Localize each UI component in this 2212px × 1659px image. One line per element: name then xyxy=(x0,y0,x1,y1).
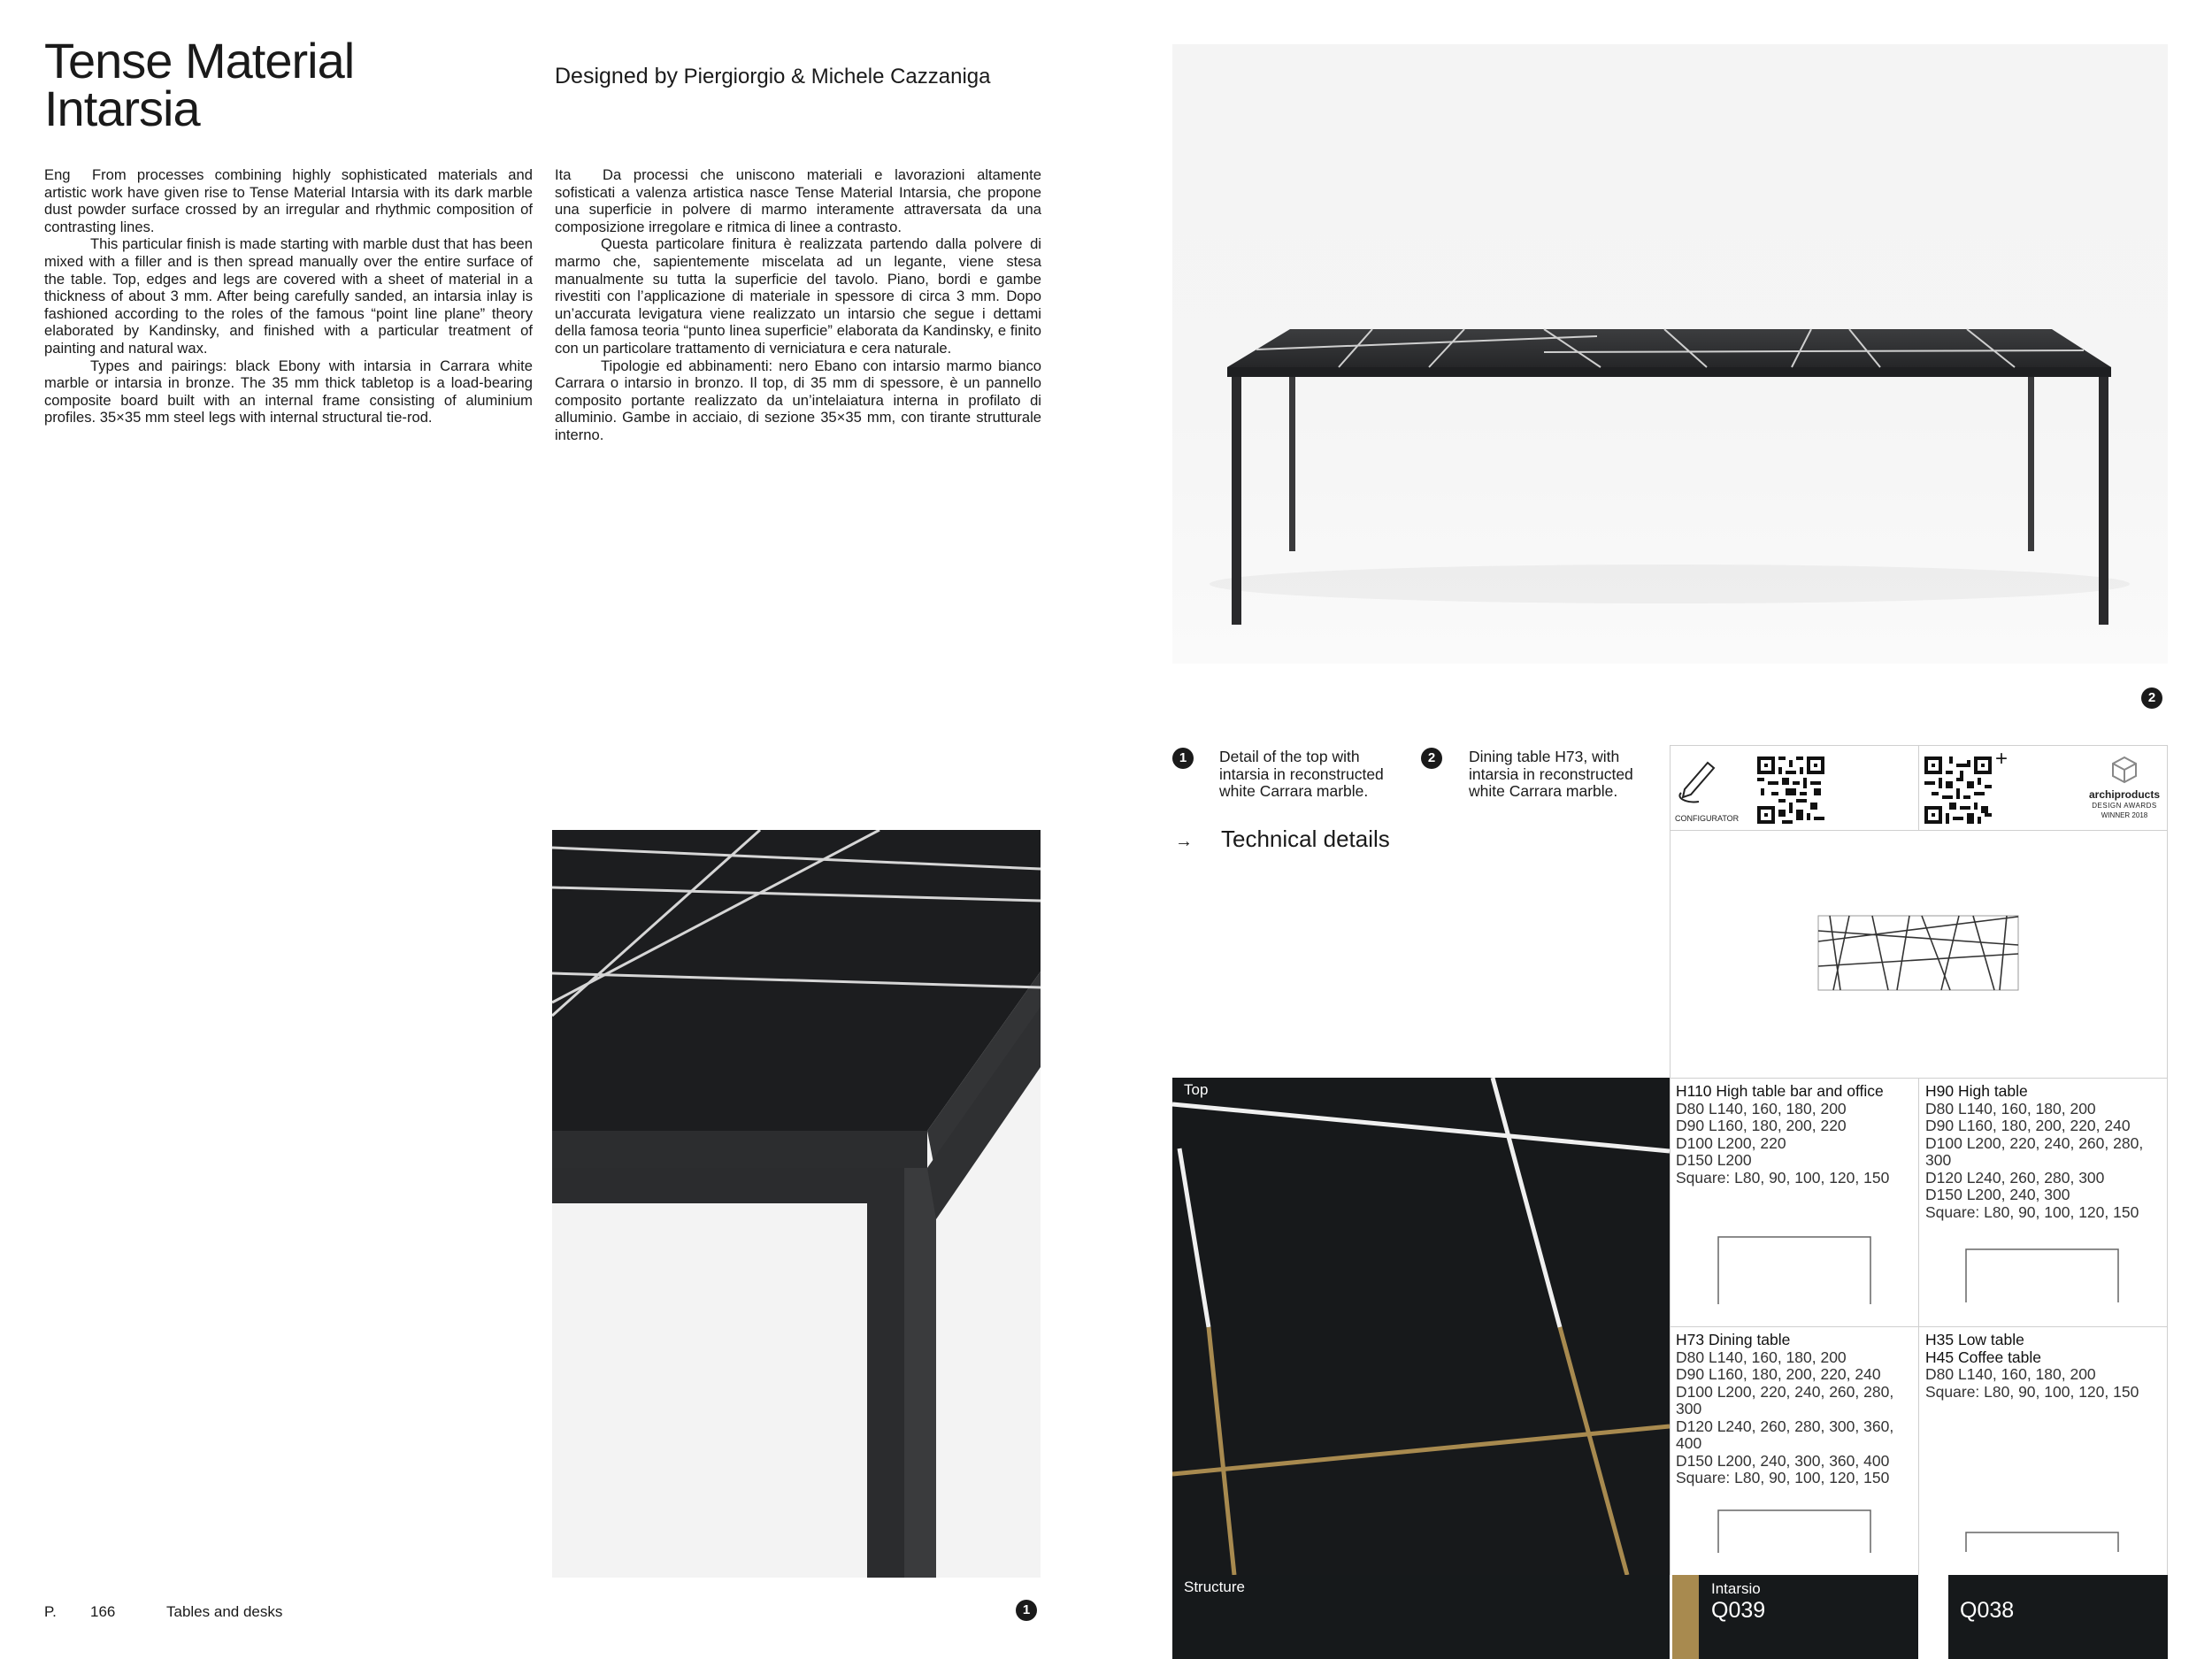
detail-image-number: 1 xyxy=(1016,1600,1037,1621)
arrow-right-icon: → xyxy=(1175,832,1193,851)
spec-line: D90 L160, 180, 200, 220, 240 xyxy=(1676,1365,1881,1383)
spec-line: D80 L140, 160, 180, 200 xyxy=(1676,1348,1847,1366)
lang-label-en: Eng xyxy=(44,166,71,183)
caption-1-line-2: intarsia in reconstructed xyxy=(1219,764,1384,783)
it-paragraph-1: Da processi che uniscono materiali e lavorazioni altamente sofisticati a valenza artistica nasce Tense Material Intarsia, che propone una superficie in polvere di marmo interamente attraversata da una composizione irregolare e ritmica di linee a contrasto. xyxy=(555,166,1041,235)
footer-page-number: 166 xyxy=(90,1603,116,1620)
technical-details-link[interactable] xyxy=(1175,826,1390,853)
table-corner-detail-illustration xyxy=(552,830,1041,1578)
spec-line: D150 L200, 240, 300, 360, 400 xyxy=(1676,1451,1890,1470)
detail-top-image xyxy=(552,830,1041,1578)
grid-divider xyxy=(1670,745,1671,1575)
award-brand: archiproducts xyxy=(2088,788,2160,801)
spec-h110 xyxy=(1676,1083,1915,1187)
spec-line: D100 L200, 220, 240, 260, 280, 300 xyxy=(1925,1133,2144,1169)
swatch-structure-label: Structure xyxy=(1184,1578,1245,1595)
white-intarsio-swatch xyxy=(1918,1575,1948,1659)
spec-title: H35 Low table xyxy=(1925,1331,2024,1348)
spec-line: Square: L80, 90, 100, 120, 150 xyxy=(1925,1202,2139,1221)
spec-line: Square: L80, 90, 100, 120, 150 xyxy=(1676,1168,1890,1187)
it-paragraph-3: Tipologie ed abbinamenti: nero Ebano con intarsio marmo bianco Carrara o intarsio in bronzo. Il top, di 35 mm di spessore, è un pannello composito portante realizzato da un’intelaiatura interna in profilato di alluminio. Gambe in acciaio, di sezione 35×35 mm, con tirante strutturale interno. xyxy=(555,357,1041,443)
spec-line: D150 L200 xyxy=(1676,1151,1752,1169)
table-profile-h110-icon xyxy=(1717,1235,1872,1310)
spec-line: D100 L200, 220 xyxy=(1676,1133,1786,1152)
caption-1-number: 1 xyxy=(1172,748,1194,769)
hero-image-number: 2 xyxy=(2141,687,2162,709)
table-profile-h35-icon xyxy=(1964,1531,2120,1558)
qr-code-icon[interactable] xyxy=(1757,757,1824,824)
material-swatch-structure xyxy=(1172,1575,1670,1659)
hero-table-image xyxy=(1172,44,2168,664)
spec-h90 xyxy=(1925,1083,2166,1221)
spec-line: Square: L80, 90, 100, 120, 150 xyxy=(1676,1469,1890,1486)
footer-page-prefix: P. xyxy=(44,1603,57,1620)
caption-1-line-1: Detail of the top with xyxy=(1219,748,1360,765)
caption-2-line-3: white Carrara marble. xyxy=(1469,782,1618,800)
award-cube-icon xyxy=(2109,755,2139,785)
en-paragraph-2: This particular finish is made starting with marble dust that has been mixed with a filler and is then spread manually over the entire surface of the table. Top, edges and legs are covered with a sheet of material in a thickness of about 3 mm. After being carefully sanded, an intarsia inlay is fashioned according to the roles of the famous “point line plane” theory elaborated by Kandinsky, and finished with a particular treatment of painting and natural wax. xyxy=(44,235,533,357)
archiproducts-award-logo xyxy=(2088,755,2161,820)
spec-line: D80 L140, 160, 180, 200 xyxy=(1676,1099,1847,1118)
footer-section: Tables and desks xyxy=(166,1603,283,1620)
bronze-intarsio-swatch xyxy=(1672,1575,1699,1659)
lang-label-it: Ita xyxy=(555,166,572,183)
grid-divider xyxy=(1918,1078,1919,1575)
spec-title: H73 Dining table xyxy=(1676,1331,1791,1348)
grid-divider xyxy=(2167,745,2168,1575)
title-line-1: Tense Material xyxy=(44,33,355,88)
designed-by-label: Designed by xyxy=(555,64,678,88)
qr-code-icon[interactable] xyxy=(1924,757,1992,824)
designer-names: Piergiorgio & Michele Cazzaniga xyxy=(683,65,991,88)
table-profile-h90-icon xyxy=(1964,1248,2120,1309)
pencil-icon[interactable] xyxy=(1672,754,1725,807)
caption-1-line-3: white Carrara marble. xyxy=(1219,782,1369,800)
swatch-code-q038: Q038 xyxy=(1960,1598,2015,1623)
caption-1 xyxy=(1219,749,1384,801)
description-english xyxy=(44,166,533,426)
swatch-code-q039: Q039 xyxy=(1711,1598,1766,1623)
swatch-intarsio-label: Intarsio xyxy=(1711,1580,1761,1597)
spec-line: D120 L240, 260, 280, 300, 360, 400 xyxy=(1676,1417,1894,1452)
it-paragraph-2: Questa particolare finitura è realizzata partendo dalla polvere di marmo che, sapientemente miscelata ad un legante, viene stesa manualmente su tutta la superficie del tavolo. Piano, bordi e gambe rivestiti con l’applicazione di materiale in spessore di circa 3 mm. Dopo un’accurata levigatura viene realizzato un intarsio che segue i dettami della famosa teoria “punto linea superficie” elaborata da Kandinsky, e finito con un particolare trattamento di verniciatura e cera naturale. xyxy=(555,235,1041,357)
table-profile-h73-icon xyxy=(1717,1509,1872,1559)
caption-2 xyxy=(1469,749,1633,801)
spec-title-2: H45 Coffee table xyxy=(1925,1348,2042,1366)
award-line-3: WINNER 2018 xyxy=(2101,811,2148,819)
caption-2-number: 2 xyxy=(1421,748,1442,769)
spec-line: D80 L140, 160, 180, 200 xyxy=(1925,1365,2096,1383)
designer-credit xyxy=(555,64,991,89)
spec-line: D120 L240, 260, 280, 300 xyxy=(1925,1168,2105,1187)
dining-table-illustration xyxy=(1172,44,2168,664)
en-paragraph-1: From processes combining highly sophisticated materials and artistic work have given rise to Tense Material Intarsia with its dark marble dust powder surface crossed by an irregular and rhythmic composition of contrasting lines. xyxy=(44,166,533,235)
award-line-2: DESIGN AWARDS xyxy=(2092,802,2157,810)
en-paragraph-3: Types and pairings: black Ebony with intarsia in Carrara white marble or intarsia in bronze. The 35 mm thick tabletop is a load-bearing composite board built with an internal frame consisting of aluminium profiles. 35×35 mm steel legs with internal structural tie-rod. xyxy=(44,357,533,426)
swatch-top-label: Top xyxy=(1184,1081,1209,1098)
caption-2-line-1: Dining table H73, with xyxy=(1469,748,1620,765)
spec-line: D80 L140, 160, 180, 200 xyxy=(1925,1099,2096,1118)
spec-title: H90 High table xyxy=(1925,1082,2028,1100)
plus-icon: + xyxy=(1995,747,2008,771)
material-swatch-top xyxy=(1172,1078,1670,1575)
caption-2-line-2: intarsia in reconstructed xyxy=(1469,764,1633,783)
grid-divider xyxy=(1670,830,2168,831)
title-line-2: Intarsia xyxy=(44,81,200,136)
spec-title: H110 High table bar and office xyxy=(1676,1082,1884,1100)
description-italian xyxy=(555,166,1041,444)
spec-h35-h45 xyxy=(1925,1332,2166,1401)
technical-details-label: Technical details xyxy=(1221,826,1390,852)
spec-line: D90 L160, 180, 200, 220, 240 xyxy=(1925,1117,2131,1134)
spec-line: Square: L80, 90, 100, 120, 150 xyxy=(1925,1382,2139,1401)
spec-h73 xyxy=(1676,1332,1916,1487)
configurator-label: CONFIGURATOR xyxy=(1675,814,1740,823)
spec-line: D100 L200, 220, 240, 260, 280, 300 xyxy=(1676,1382,1894,1417)
spec-line: D150 L200, 240, 300 xyxy=(1925,1186,2070,1203)
grid-divider xyxy=(1918,745,1919,830)
spec-line: D90 L160, 180, 200, 220 xyxy=(1676,1117,1847,1134)
page-title xyxy=(44,33,355,136)
top-view-intarsia-diagram xyxy=(1817,915,2019,995)
